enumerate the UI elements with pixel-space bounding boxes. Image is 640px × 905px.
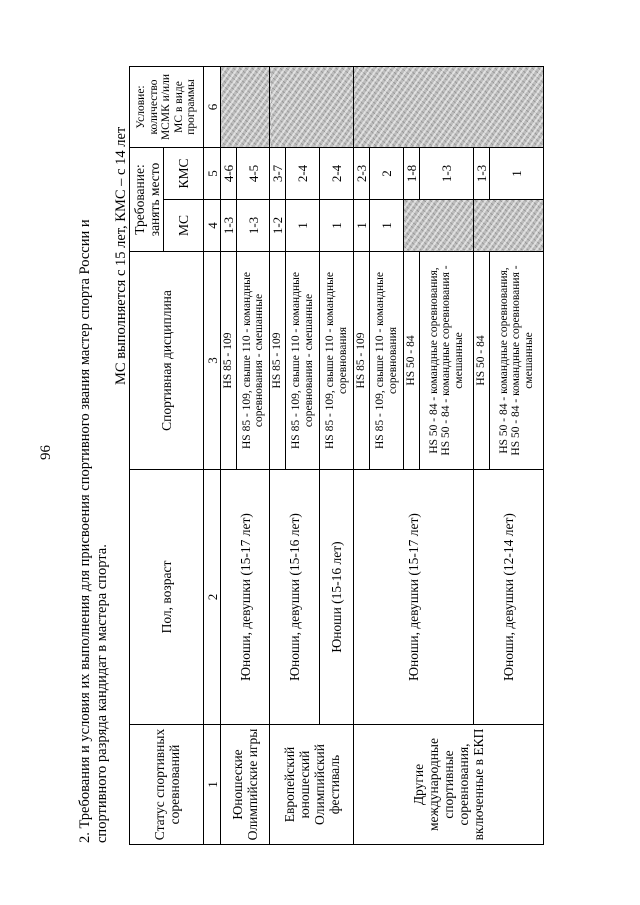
page-number: 96: [38, 445, 54, 460]
header-discipline: Спортивная дисциплина: [130, 252, 204, 470]
discipline-cell: HS 85 - 109: [270, 252, 286, 470]
discipline-cell: HS 85 - 109, свыше 110 - командные соревнования: [320, 252, 354, 470]
discipline-cell: [490, 252, 544, 470]
col-number: 3: [204, 252, 221, 470]
kms-cell: 3-7: [270, 148, 286, 200]
kms-cell: 1-3: [474, 148, 490, 200]
condition-cell-shaded: [221, 67, 270, 148]
discipline-cell: HS 50 - 84: [404, 252, 420, 470]
ms-cell: 1-3: [237, 200, 270, 252]
header-status: Статус спортивных соревнований: [130, 725, 204, 845]
col-number: 1: [204, 725, 221, 845]
header-gender-age: Пол, возраст: [130, 470, 204, 725]
kms-cell: 1-8: [404, 148, 420, 200]
ms-cell: 1: [354, 200, 370, 252]
section-heading: 2. Требования и условия их выполнения для присвоения спортивного звания мастер спорта России и: [77, 219, 93, 843]
discipline-cell: HS 85 - 109: [221, 252, 237, 470]
kms-cell: 2-4: [320, 148, 354, 200]
status-cell: Юношеские Олимпийские игры: [221, 725, 270, 845]
col-number: 6: [204, 67, 221, 148]
ms-cell-shaded: [404, 200, 474, 252]
ms-cell-shaded: [474, 200, 544, 252]
requirements-table: [129, 66, 544, 845]
kms-cell: 4-5: [237, 148, 270, 200]
status-cell: Европейский юношеский Олимпийский фестиваль: [270, 725, 354, 845]
ms-cell: 1: [370, 200, 404, 252]
gender-age-cell: Юноши (15-16 лет): [320, 470, 354, 725]
discipline-cell: HS 85 - 109, свыше 110 - командные соревнования - смешанные: [237, 252, 270, 470]
condition-cell-shaded: [270, 67, 354, 148]
col-number: 4: [204, 200, 221, 252]
gender-age-cell: Юноши, девушки (15-16 лет): [270, 470, 320, 725]
kms-cell: 2-3: [354, 148, 370, 200]
header-requirement: Требование: занять место: [130, 148, 164, 252]
col-number: 2: [204, 470, 221, 725]
ms-cell: 1-3: [221, 200, 237, 252]
header-ms: МС: [164, 200, 204, 252]
kms-cell: 2-4: [286, 148, 320, 200]
kms-cell: 1-3: [420, 148, 474, 200]
col-number: 5: [204, 148, 221, 200]
kms-cell: 1: [490, 148, 544, 200]
table-note: МС выполняется с 15 лет, КМС – с 14 лет: [113, 126, 129, 385]
discipline-line: HS 50 - 84 - командные соревнования - смешанные: [510, 265, 535, 456]
discipline-cell: HS 85 - 109, свыше 110 - командные соревнования - смешанные: [286, 252, 320, 470]
kms-cell: 4-6: [221, 148, 237, 200]
discipline-cell: HS 50 - 84: [474, 252, 490, 470]
status-cell: Другие международные спортивные соревнования, включенные в ЕКП: [354, 725, 544, 845]
discipline-line: HS 50 - 84 - командные соревнования,: [497, 267, 510, 454]
discipline-cell: HS 85 - 109, свыше 110 - командные соревнования: [370, 252, 404, 470]
discipline-cell: [420, 252, 474, 470]
header-kms: КМС: [164, 148, 204, 200]
discipline-line: HS 50 - 84 - командные соревнования,: [427, 267, 440, 454]
gender-age-cell: Юноши, девушки (15-17 лет): [221, 470, 270, 725]
header-condition: Условие: количество МСМК и/или МС в виде программы: [130, 67, 204, 148]
section-heading-cont: спортивного разряда кандидат в мастера спорта.: [94, 544, 110, 843]
kms-cell: 2: [370, 148, 404, 200]
discipline-line: HS 50 - 84 - командные соревнования - смешанные: [440, 265, 465, 456]
condition-cell-shaded: [354, 67, 544, 148]
ms-cell: 1: [286, 200, 320, 252]
gender-age-cell: Юноши, девушки (15-17 лет): [354, 470, 474, 725]
discipline-cell: HS 85 - 109: [354, 252, 370, 470]
ms-cell: 1-2: [270, 200, 286, 252]
gender-age-cell: Юноши, девушки (12-14 лет): [474, 470, 544, 725]
ms-cell: 1: [320, 200, 354, 252]
